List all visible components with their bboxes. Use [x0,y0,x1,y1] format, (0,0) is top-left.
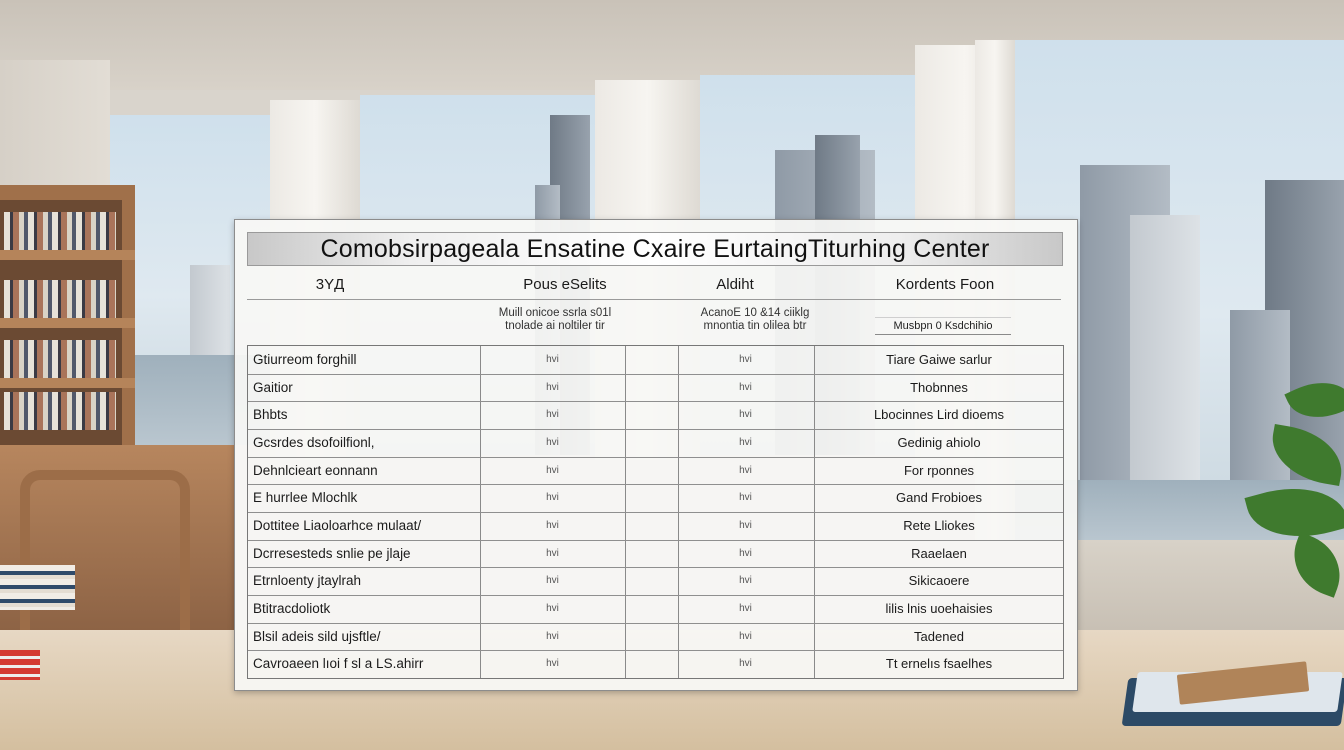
value-cell: hvi [546,658,559,670]
book-stack [0,565,75,610]
building [1130,215,1200,505]
shelf-board [0,378,135,388]
row-label: Gtiurreom forghill [253,352,357,367]
value-cell: hvi [546,381,559,393]
subheader-line: AcanoE 10 &14 ciiklg [700,307,810,319]
table-row [248,512,1063,541]
shelf-board [0,318,135,328]
books [4,340,116,378]
header-divider [247,299,1061,300]
subheader-2 [475,307,635,333]
column-header-2: Pous eSelits [523,276,607,293]
value-cell: hvi [546,547,559,559]
table-row [248,374,1063,403]
note-cell: Gedinig ahiolo [897,435,981,450]
note-cell: Thobnnes [910,379,968,395]
value-cell: hvi [739,630,752,642]
value-cell: hvi [739,464,752,476]
note-cell: lilis lnis uoehaisies [885,601,993,616]
value-cell: hvi [739,409,752,421]
table-row [248,429,1063,458]
books [4,212,116,250]
row-label: Dottitee Liaoloarhce mulaat/ [253,518,422,533]
row-label: Dehnlcieart eonnann [253,462,378,478]
row-label: Gaitior [253,379,293,395]
row-label: Bhbts [253,407,288,423]
value-cell: hvi [546,520,559,531]
subheader-3 [675,307,835,333]
table-row [248,540,1063,569]
shelf-board [0,250,135,260]
value-cell: hvi [739,354,752,365]
table-row [248,484,1063,513]
table-row [248,567,1063,596]
row-label: Blsil adeis sild ujsftle/ [253,628,381,644]
value-cell: hvi [546,630,559,642]
subheader-line: mnontia tin olilea btr [703,320,807,332]
value-cell: hvi [546,409,559,421]
note-cell: Gand Frobioes [896,490,982,506]
table-row [248,401,1063,430]
subheader-line: Muill onicoe ssrla s01l [498,307,612,319]
row-label: E hurrlee Mlochlk [253,490,358,506]
column-header-3: Aldiht [716,276,754,293]
value-cell: hvi [546,603,559,614]
value-cell: hvi [546,354,559,365]
value-cell: hvi [739,492,752,504]
subheader-4: Musbpn 0 Ksdchihio [875,317,1011,335]
value-cell: hvi [546,575,559,587]
books [4,280,116,318]
row-label: Dcrresesteds snlie pe jlaje [253,545,411,561]
schedule-table [247,345,1064,679]
column-header-1: 3YД [315,276,345,293]
value-cell: hvi [546,464,559,476]
book-stack-red [0,650,40,680]
board-title: Comobsirpageala Ensatine Cxaire EurtaingTiturhing Center [320,235,990,263]
value-cell: hvi [739,603,752,614]
table-row [248,457,1063,486]
note-cell: Sikicaoere [908,573,970,589]
note-cell: Raaelaen [911,545,967,561]
value-cell: hvi [546,492,559,504]
table-row [248,346,1063,375]
note-cell: Tadened [914,628,964,644]
value-cell: hvi [739,437,752,448]
note-cell: Tt ernelıs fsaelhes [885,656,993,672]
table-row [248,623,1063,652]
books [4,392,116,430]
note-cell: Lbocinnes Lird dioems [873,407,1005,423]
value-cell: hvi [739,520,752,531]
value-cell: hvi [739,381,752,393]
note-cell: Tiare Gaiwe sarlur [886,352,992,367]
building [190,265,230,355]
note-cell: For rponnes [903,462,975,478]
value-cell: hvi [546,437,559,448]
note-cell: Rete Lliokes [903,518,975,533]
column-header-4: Kordents Foon [895,276,995,293]
title-bar [247,232,1063,266]
building [1230,310,1290,500]
row-label: Etrnloenty jtaylrah [253,573,362,589]
chair [20,470,190,640]
table-row [248,595,1063,624]
row-label: Cavroaeen lıoi f sl a LS.ahirr [253,656,424,672]
value-cell: hvi [739,658,752,670]
row-label: Btitracdoliotk [253,601,331,616]
value-cell: hvi [739,575,752,587]
subheader-line: tnolade ai noltiler tir [505,320,605,332]
schedule-board [234,219,1078,691]
row-label: Gcsrdes dsofoilfionl, [253,435,375,450]
table-row [248,650,1063,678]
value-cell: hvi [739,547,752,559]
